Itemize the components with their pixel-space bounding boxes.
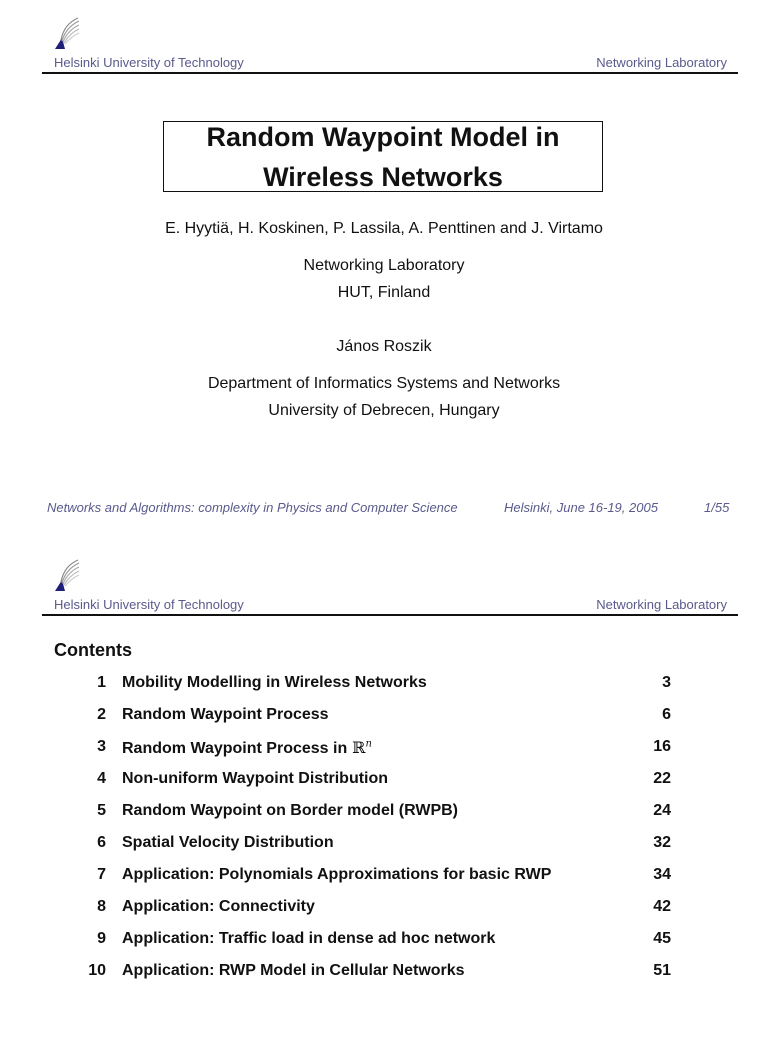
affiliation-1-line-2: HUT, Finland [337, 284, 431, 301]
toc-entry[interactable] [0, 834, 768, 858]
toc-number: 2 [97, 706, 106, 723]
footer-date: Helsinki, June 16-19, 2005 [504, 500, 658, 515]
header-divider [42, 614, 738, 616]
toc-label-text: Spatial Velocity Distribution [122, 834, 334, 851]
affiliation-1-line-1: Networking Laboratory [303, 257, 465, 274]
math-base: ℝ [352, 738, 366, 757]
toc-number: 8 [97, 898, 106, 915]
toc-entry[interactable] [0, 706, 768, 730]
toc-page-number: 42 [653, 898, 671, 915]
header-divider [42, 72, 738, 74]
title-line-1: Random Waypoint Model in [206, 121, 560, 152]
toc-label [122, 770, 388, 788]
header-lab: Networking Laboratory [596, 55, 727, 70]
toc-entry[interactable] [0, 770, 768, 794]
toc-entry[interactable] [0, 738, 768, 762]
toc-label [122, 898, 315, 916]
toc-label-text: Application: Traffic load in dense ad hoc network [122, 930, 496, 947]
title-line-2: Wireless Networks [263, 161, 503, 192]
university-logo-icon [52, 558, 80, 592]
toc-entry[interactable] [0, 866, 768, 890]
toc-page-number: 24 [653, 802, 671, 819]
contents-heading: Contents [54, 640, 132, 660]
affiliation-2-line-2: University of Debrecen, Hungary [268, 402, 500, 419]
toc-number: 4 [97, 770, 106, 787]
toc-number: 1 [97, 674, 106, 691]
toc-label-text: Non-uniform Waypoint Distribution [122, 770, 389, 787]
second-author: János Roszik [336, 338, 432, 355]
toc-label-text: Random Waypoint Process [122, 706, 329, 723]
toc-label [122, 834, 334, 852]
toc-label-text: Random Waypoint on Border model (RWPB) [122, 802, 458, 819]
toc-entry[interactable] [0, 930, 768, 954]
toc-page-number: 51 [653, 962, 671, 979]
contents-slide [0, 542, 768, 1054]
footer-page-number: 1/55 [704, 500, 730, 515]
toc-entry[interactable] [0, 962, 768, 986]
toc-number: 6 [97, 834, 106, 851]
toc-label [122, 802, 458, 820]
university-logo-icon [52, 16, 80, 50]
toc-number: 3 [97, 738, 106, 755]
title-box [163, 121, 603, 192]
authors: E. Hyytiä, H. Koskinen, P. Lassila, A. Penttinen and J. Virtamo [165, 220, 603, 237]
toc-label-text: Random Waypoint Process in [122, 740, 348, 757]
toc-label-text: Application: Connectivity [122, 898, 315, 915]
title-slide [0, 0, 768, 515]
toc-page-number: 6 [662, 706, 671, 723]
toc-label-text: Application: Polynomials Approximations for basic RWP [122, 866, 552, 883]
header-university: Helsinki University of Technology [54, 597, 244, 612]
toc-label [122, 866, 551, 884]
toc-number: 7 [97, 866, 106, 883]
math-symbol [352, 738, 372, 757]
toc-label [122, 738, 372, 758]
toc-page-number: 45 [653, 930, 671, 947]
toc-label [122, 930, 495, 948]
toc-entry[interactable] [0, 802, 768, 826]
toc-entry[interactable] [0, 898, 768, 922]
header-lab: Networking Laboratory [596, 597, 727, 612]
footer-conference: Networks and Algorithms: complexity in Physics and Computer Science [47, 500, 458, 515]
toc-page-number: 34 [653, 866, 671, 883]
toc-entry[interactable] [0, 674, 768, 698]
header-university: Helsinki University of Technology [54, 55, 244, 70]
math-superscript: n [365, 738, 372, 750]
affiliation-2-line-1: Department of Informatics Systems and Networks [207, 375, 561, 392]
toc-number: 9 [97, 930, 106, 947]
toc-number: 5 [97, 802, 106, 819]
toc-label [122, 706, 329, 724]
toc-number: 10 [88, 962, 106, 979]
toc-label-text: Application: RWP Model in Cellular Networks [122, 962, 465, 979]
toc-label [122, 674, 427, 692]
toc-page-number: 16 [653, 738, 671, 755]
toc-page-number: 22 [653, 770, 671, 787]
toc-label-text: Mobility Modelling in Wireless Networks [122, 674, 427, 691]
toc-label [122, 962, 465, 980]
toc-page-number: 32 [653, 834, 671, 851]
toc-page-number: 3 [662, 674, 671, 691]
